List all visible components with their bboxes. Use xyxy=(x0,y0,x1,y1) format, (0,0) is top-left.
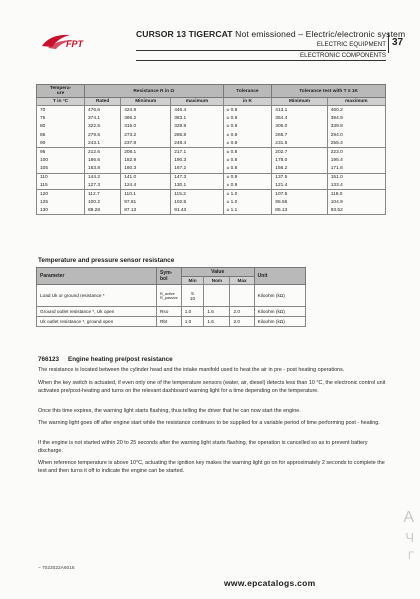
table-row xyxy=(37,114,386,122)
cell-min: 5 10 xyxy=(181,285,204,307)
table-row xyxy=(37,317,306,327)
table-cell: 85 xyxy=(37,131,85,139)
table-cell: 133.4 xyxy=(327,181,385,189)
table-cell: 127.3 xyxy=(85,181,121,189)
table-cell: 87.13 xyxy=(121,207,171,215)
table-cell: 354.4 xyxy=(272,114,327,122)
table-cell: 163.8 xyxy=(85,165,121,173)
table-cell: 182.9 xyxy=(121,156,171,164)
table-row xyxy=(37,165,386,173)
paragraph: When the key switch is actuated, if even only one of the temperature sensors (water, air, diesel) detects less than 10 °C, the electronic control unit activates pre/post-heating and turns on the relevant dashboard warning light for a time depending on the temperature. xyxy=(38,380,386,394)
table-cell: 279.5 xyxy=(85,131,121,139)
table-cell: 248.4 xyxy=(171,139,223,147)
table-row xyxy=(37,285,306,307)
table-row xyxy=(37,198,386,206)
table-cell: 102.5 xyxy=(171,198,223,206)
table-cell: 95.55 xyxy=(272,198,327,206)
subheader-cell: maximum xyxy=(327,98,385,106)
table-cell: 97.81 xyxy=(121,198,171,206)
table-cell: 130 xyxy=(37,207,85,215)
cell-nom: 1.6 xyxy=(204,317,230,327)
table-row xyxy=(37,106,386,114)
table-cell: 446.4 xyxy=(171,106,223,114)
section-title: Engine heating pre/post resistance xyxy=(68,356,173,363)
cell-max xyxy=(230,285,254,307)
table-cell: 75 xyxy=(37,114,85,122)
table-cell: 95 xyxy=(37,148,85,156)
table-cell: ± 1.0 xyxy=(223,198,272,206)
cell-max: 2.0 xyxy=(230,307,254,317)
table-cell: 424.9 xyxy=(121,106,171,114)
table-cell: 167.2 xyxy=(171,165,223,173)
cell-max: 2.0 xyxy=(230,317,254,327)
table-cell: 217.1 xyxy=(171,148,223,156)
table-cell: 121.4 xyxy=(272,181,327,189)
paragraph: If the engine is not started within 20 to 25 seconds after the warning light starts flashing, the operation is cancelled so as to prevent battery discharge. xyxy=(38,440,368,454)
table-cell: 394.9 xyxy=(327,114,385,122)
subheader-cell: Minimum xyxy=(272,98,327,106)
table-cell: 141.0 xyxy=(121,173,171,181)
table-cell: 144.2 xyxy=(85,173,121,181)
table-cell: ± 0.8 xyxy=(223,156,272,164)
table-cell: 70 xyxy=(37,106,85,114)
table-cell: 231.5 xyxy=(272,139,327,147)
subheader-cell: T in °C xyxy=(37,98,85,106)
table-cell: 137.5 xyxy=(272,173,327,181)
table-row xyxy=(37,173,386,181)
table-row xyxy=(37,190,386,198)
table-cell: ± 0.9 xyxy=(223,181,272,189)
col-header-value: Value xyxy=(181,268,254,277)
fpt-logo xyxy=(40,30,88,52)
table-cell: ± 1.1 xyxy=(223,207,272,215)
cell-unit: Kiloohm (kΩ) xyxy=(254,307,305,317)
subheader-nom: Nom xyxy=(204,277,230,285)
table-cell: ± 0.9 xyxy=(223,173,272,181)
col-header-temperature: Tempera- ure xyxy=(37,85,85,98)
table-cell: 190.3 xyxy=(171,156,223,164)
cell-unit: Kiloohm (kΩ) xyxy=(254,285,305,307)
table-cell: ± 1.0 xyxy=(223,190,272,198)
cell-parameter: Load Uk or ground resistance * xyxy=(37,285,157,307)
cell-min: 1.0 xyxy=(181,317,204,327)
table-cell: 147.3 xyxy=(171,173,223,181)
table-subheader-row xyxy=(37,98,386,106)
table-cell: 339.8 xyxy=(327,123,385,131)
table-cell: 255.4 xyxy=(327,139,385,147)
cell-parameter: Ground outlet resistance *, Uk open xyxy=(37,307,157,317)
table-cell: 476.6 xyxy=(85,106,121,114)
table-cell: 85.13 xyxy=(272,207,327,215)
subheader-cell: Rated xyxy=(85,98,121,106)
page-number: 37 xyxy=(388,33,406,53)
table-cell: 374.1 xyxy=(85,114,121,122)
section-name: ELECTRIC EQUIPMENT xyxy=(316,41,386,48)
table-cell: 80 xyxy=(37,123,85,131)
table-cell: 89.28 xyxy=(85,207,121,215)
paragraph: The warning light goes off after engine start while the resistance continues to be supplied for a variable period of time performing post - heating. xyxy=(38,420,380,426)
col-header-unit: Unit xyxy=(254,268,305,285)
table-row xyxy=(37,139,386,147)
table-cell: 315.0 xyxy=(121,123,171,131)
table-row xyxy=(37,181,386,189)
table-cell: 118.0 xyxy=(327,190,385,198)
table-cell: 90 xyxy=(37,139,85,147)
cell-symbol: R_active R_passive xyxy=(157,285,182,307)
table-row xyxy=(37,156,386,164)
table-cell: 112.7 xyxy=(85,190,121,198)
table-header-row xyxy=(37,85,386,98)
subheader-cell: in K xyxy=(223,98,272,106)
table-cell: 460.2 xyxy=(327,106,385,114)
table-cell: 171.6 xyxy=(327,165,385,173)
cell-symbol: Rbt xyxy=(157,317,182,327)
table-cell: 93.52 xyxy=(327,207,385,215)
table-header-row xyxy=(37,268,306,277)
document-title xyxy=(136,29,405,39)
table-cell: 110 xyxy=(37,173,85,181)
table-cell: 195.4 xyxy=(327,156,385,164)
heating-section-heading xyxy=(38,356,173,363)
ghost-text: Г xyxy=(408,550,414,562)
table-cell: 130.1 xyxy=(171,181,223,189)
table-cell: ± 0.8 xyxy=(223,114,272,122)
table-cell: 237.8 xyxy=(121,139,171,147)
subheader-cell: Minimum xyxy=(121,98,171,106)
table-cell: ± 0.8 xyxy=(223,165,272,173)
website-watermark: www.epcatalogs.com xyxy=(224,578,316,588)
table-cell: 178.0 xyxy=(272,156,327,164)
table-cell: 124.4 xyxy=(121,181,171,189)
table-cell: 91.43 xyxy=(171,207,223,215)
table-cell: 115 xyxy=(37,181,85,189)
col-header-tolerance: Tolerance xyxy=(223,85,272,98)
table-cell: 186.6 xyxy=(85,156,121,164)
table-cell: 107.5 xyxy=(272,190,327,198)
paragraph: When reference temperature is above 10°C, actuating the ignition key makes the warning light go on for approximately 2 seconds to complete the test and then turns it off to indicate the engine can be started. xyxy=(38,460,385,474)
table-cell: 294.0 xyxy=(327,131,385,139)
table-cell: 322.5 xyxy=(85,123,121,131)
table-row xyxy=(37,307,306,317)
table-cell: 120 xyxy=(37,190,85,198)
resistance-table xyxy=(36,84,386,215)
cell-min: 1.0 xyxy=(181,307,204,317)
table-cell: 100.2 xyxy=(85,198,121,206)
table-cell: 151.0 xyxy=(327,173,385,181)
table-cell: 104.9 xyxy=(327,198,385,206)
table-cell: 306.0 xyxy=(272,123,327,131)
table-cell: 160.3 xyxy=(121,165,171,173)
table-cell: 383.1 xyxy=(171,114,223,122)
title-system: Not emissioned – Electric/electronic system xyxy=(235,29,406,39)
table-cell: 105 xyxy=(37,165,85,173)
cell-parameter: Uk outlet resistance *, ground open xyxy=(37,317,157,327)
table-cell: 265.7 xyxy=(272,131,327,139)
col-header-symbol: Sym- bol xyxy=(157,268,182,285)
table-row xyxy=(37,131,386,139)
table-cell: 223.0 xyxy=(327,148,385,156)
subheader-cell: maximum xyxy=(171,98,223,106)
table-cell: ± 0.8 xyxy=(223,148,272,156)
table-cell: 100 xyxy=(37,156,85,164)
table-cell: ± 0.8 xyxy=(223,106,272,114)
table-cell: 125 xyxy=(37,198,85,206)
table-cell: ± 0.8 xyxy=(223,131,272,139)
table-row xyxy=(37,123,386,131)
table-cell: 156.2 xyxy=(272,165,327,173)
table-cell: 208.1 xyxy=(121,148,171,156)
table-cell: 413.1 xyxy=(272,106,327,114)
sensor-resistance-table xyxy=(36,267,306,327)
table-cell: 212.6 xyxy=(85,148,121,156)
cell-symbol: Rso xyxy=(157,307,182,317)
subsection-name: ELECTRONIC COMPONENTS xyxy=(300,52,386,59)
paragraph: The resistance is located between the cylinder head and the intake manifold used to heat the air in pre - post heating operations. xyxy=(38,367,345,373)
cell-nom xyxy=(204,285,230,307)
table-cell: ± 0.8 xyxy=(223,123,272,131)
title-model: CURSOR 13 TIGERCAT xyxy=(136,29,233,39)
table-row xyxy=(37,148,386,156)
col-header-tolerance-test: Tolerance test with T ≤ 1K xyxy=(272,85,386,98)
table-cell: 273.2 xyxy=(121,131,171,139)
table-cell: ± 0.8 xyxy=(223,139,272,147)
document-code: – 7022022A6016 xyxy=(38,566,75,571)
table-cell: 365.2 xyxy=(121,114,171,122)
table-cell: 110.1 xyxy=(121,190,171,198)
table-cell: 115.2 xyxy=(171,190,223,198)
header-rule-2 xyxy=(136,60,386,61)
table-row xyxy=(37,207,386,215)
cell-nom: 1.6 xyxy=(204,307,230,317)
ghost-text: Ч xyxy=(405,530,414,545)
subheader-min: Min xyxy=(181,277,204,285)
cell-unit: Kiloohm (kΩ) xyxy=(254,317,305,327)
table-cell: 243.1 xyxy=(85,139,121,147)
table-cell: 285.8 xyxy=(171,131,223,139)
col-header-resistance: Resistance R in Ω xyxy=(85,85,224,98)
sensor-section-title: Temperature and pressure sensor resistance xyxy=(38,257,175,264)
header-rule xyxy=(136,50,386,51)
section-code: 766123 xyxy=(38,356,60,363)
table-cell: 329.9 xyxy=(171,123,223,131)
table-cell: 202.7 xyxy=(272,148,327,156)
logo-text: FPT xyxy=(66,39,83,49)
subheader-max: Max xyxy=(230,277,254,285)
paragraph: Once this time expires, the warning light starts flashing, thus telling the driver that he can now start the engine. xyxy=(38,408,301,414)
col-header-parameter: Parameter xyxy=(37,268,157,285)
ghost-text: A xyxy=(403,509,414,526)
